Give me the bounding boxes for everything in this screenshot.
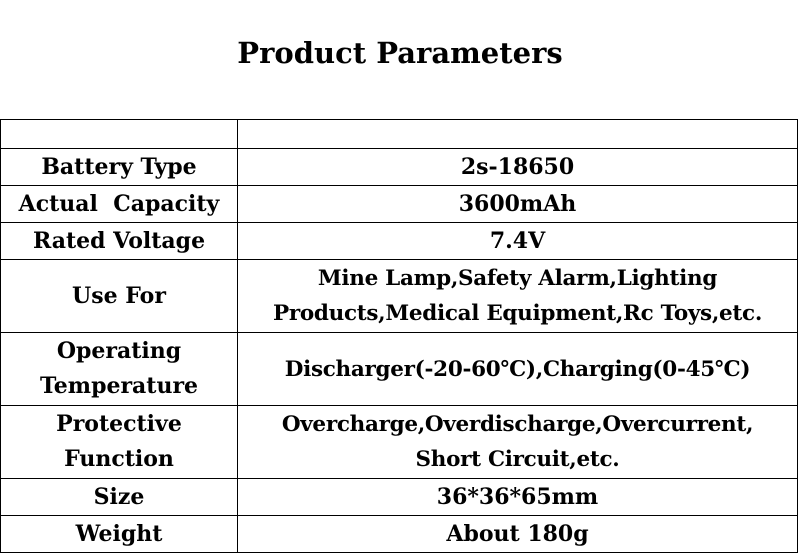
operating-temperature-label-line-1: Operating bbox=[56, 338, 182, 364]
param-label-size: Size bbox=[1, 479, 238, 516]
use-for-line-2: Products,Medical Equipment,Rc Toys,etc. bbox=[272, 301, 763, 326]
use-for-line-1: Mine Lamp,Safety Alarm,Lighting bbox=[317, 266, 718, 291]
param-label-protective-function bbox=[1, 406, 238, 479]
protective-function-label-line-2: Function bbox=[64, 446, 174, 472]
param-label-operating-temperature bbox=[1, 333, 238, 406]
param-value-rated-voltage: 7.4V bbox=[238, 223, 798, 260]
table-row bbox=[1, 260, 798, 333]
product-parameters-table bbox=[0, 119, 798, 553]
param-label-empty bbox=[1, 120, 238, 149]
param-value-weight: About 180g bbox=[238, 516, 798, 553]
table-row bbox=[1, 149, 798, 186]
operating-temperature-label-line-2: Temperature bbox=[39, 373, 199, 399]
table-row bbox=[1, 333, 798, 406]
table-row bbox=[1, 516, 798, 553]
page-title: Product Parameters bbox=[237, 36, 563, 70]
param-value-empty bbox=[238, 120, 798, 149]
param-value-use-for bbox=[238, 260, 798, 333]
table-row bbox=[1, 223, 798, 260]
param-value-actual-capacity: 3600mAh bbox=[238, 186, 798, 223]
protective-function-line-1: Overcharge,Overdischarge,Overcurrent, bbox=[281, 412, 754, 437]
param-label-weight: Weight bbox=[1, 516, 238, 553]
param-value-operating-temperature: Discharger(-20-60℃),Charging(0-45℃) bbox=[238, 333, 798, 406]
param-label-battery-type: Battery Type bbox=[1, 149, 238, 186]
param-label-use-for: Use For bbox=[1, 260, 238, 333]
param-label-rated-voltage: Rated Voltage bbox=[1, 223, 238, 260]
protective-function-line-2: Short Circuit,etc. bbox=[415, 447, 620, 472]
param-label-actual-capacity: Actual Capacity bbox=[1, 186, 238, 223]
protective-function-label-line-1: Protective bbox=[56, 411, 182, 437]
table-row bbox=[1, 406, 798, 479]
param-value-battery-type: 2s-18650 bbox=[238, 149, 798, 186]
table-row bbox=[1, 120, 798, 149]
table-row bbox=[1, 186, 798, 223]
table-row bbox=[1, 479, 798, 516]
param-value-size: 36*36*65mm bbox=[238, 479, 798, 516]
param-value-protective-function bbox=[238, 406, 798, 479]
